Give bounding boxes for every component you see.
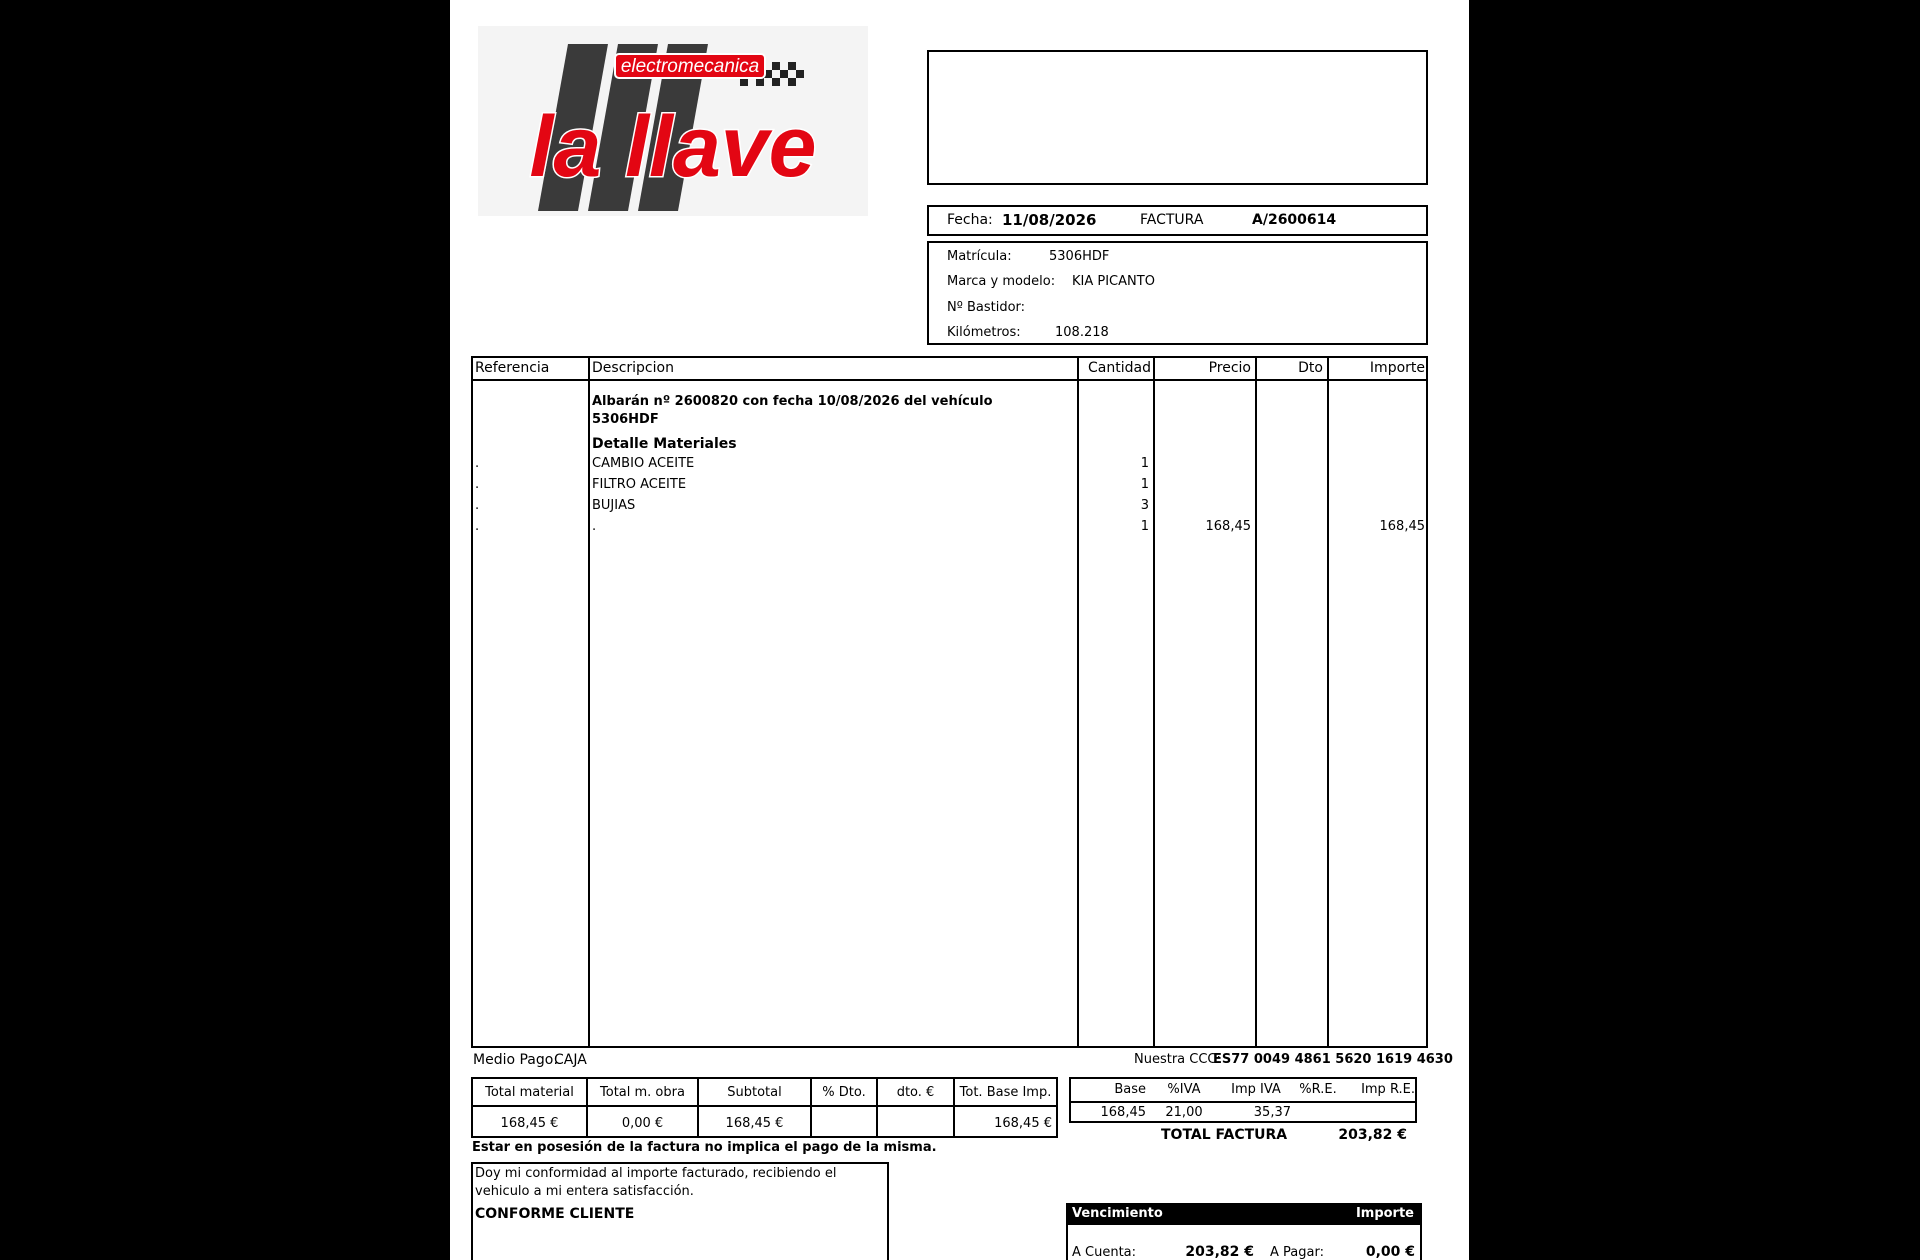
payment-notice: Estar en posesión de la factura no implica el pago de la misma.	[472, 1140, 937, 1155]
a-pagar-value: 0,00 €	[1365, 1244, 1415, 1260]
row-importe: 168,45	[1379, 519, 1425, 534]
km-label: Kilómetros:	[947, 325, 1021, 340]
header-importe: Importe	[1369, 360, 1425, 376]
dto-eur-header: dto. €	[896, 1085, 935, 1100]
row-cantidad: 1	[1140, 456, 1149, 471]
row-desc: CAMBIO ACEITE	[592, 456, 695, 471]
logo-main-text: la llave	[529, 99, 817, 195]
vencimiento-header	[1066, 1203, 1422, 1225]
row-cantidad: 1	[1140, 477, 1149, 492]
row-cantidad: 1	[1140, 519, 1149, 534]
doc-type: FACTURA	[1140, 212, 1204, 228]
a-pagar-label: A Pagar:	[1270, 1245, 1324, 1260]
a-cuenta-value: 203,82 €	[1185, 1244, 1254, 1260]
row-ref: .	[475, 456, 480, 471]
header-cantidad: Cantidad	[1088, 360, 1151, 376]
tax-base-header: Base	[1114, 1082, 1146, 1097]
tax-re-header: %R.E.	[1299, 1082, 1337, 1097]
base-imp-value: 168,45 €	[994, 1116, 1052, 1131]
row-cantidad: 3	[1140, 498, 1149, 513]
header-referencia: Referencia	[475, 360, 550, 376]
row-desc: FILTRO ACEITE	[592, 477, 687, 492]
tax-base-value: 168,45	[1100, 1105, 1146, 1120]
bastidor-label: Nº Bastidor:	[947, 300, 1026, 315]
ccc-label: Nuestra CCC:	[1134, 1052, 1221, 1067]
vencimiento-importe-label: Importe	[1355, 1206, 1414, 1221]
medio-pago-value: CAJA	[554, 1052, 587, 1068]
conformity-line-1: Doy mi conformidad al importe facturado, recibiendo el	[475, 1166, 837, 1181]
conformity-line-2: vehiculo a mi entera satisfacción.	[475, 1184, 694, 1199]
row-desc: .	[592, 519, 597, 534]
medio-pago-label: Medio Pago:	[473, 1052, 559, 1068]
matricula-value: 5306HDF	[1049, 249, 1110, 264]
header-descripcion: Descripcion	[592, 360, 674, 376]
total-factura-value: 203,82 €	[1338, 1127, 1407, 1143]
marca-label: Marca y modelo:	[947, 274, 1056, 289]
tax-imp-re-header: Imp R.E.	[1361, 1082, 1415, 1097]
items-table	[471, 356, 1428, 1048]
fecha-value: 11/08/2026	[1002, 211, 1097, 229]
row-desc: BUJIAS	[592, 498, 636, 513]
tax-grid	[1069, 1077, 1417, 1123]
row-ref: .	[475, 498, 480, 513]
ccc-value: ES77 0049 4861 5620 1619 4630	[1213, 1052, 1453, 1067]
totals-grid	[471, 1077, 1058, 1138]
conformity-box	[471, 1162, 889, 1260]
row-ref: .	[475, 519, 480, 534]
row-ref: .	[475, 477, 480, 492]
vencimiento-label: Vencimiento	[1072, 1206, 1163, 1221]
vehicle-info-box	[927, 241, 1428, 345]
invoice-number: A/2600614	[1252, 212, 1337, 228]
logo-top-text: electromecanica	[620, 56, 760, 77]
subtotal-value: 168,45 €	[725, 1116, 784, 1131]
company-logo	[478, 26, 868, 216]
marca-value: KIA PICANTO	[1072, 274, 1155, 289]
tax-iva-header: %IVA	[1167, 1082, 1201, 1097]
pct-dto-header: % Dto.	[822, 1085, 866, 1100]
tax-imp-iva-header: Imp IVA	[1231, 1082, 1281, 1097]
a-cuenta-label: A Cuenta:	[1072, 1245, 1137, 1260]
total-material-value: 168,45 €	[500, 1116, 559, 1131]
conformity-title: CONFORME CLIENTE	[475, 1206, 635, 1222]
total-factura-label: TOTAL FACTURA	[1161, 1127, 1288, 1143]
albaran-line-1: Albarán nº 2600820 con fecha 10/08/2026 del vehículo	[592, 394, 993, 409]
km-value: 108.218	[1055, 325, 1109, 340]
tax-iva-value: 21,00	[1165, 1105, 1203, 1120]
fecha-label: Fecha:	[947, 212, 993, 228]
total-material-header: Total material	[485, 1085, 574, 1100]
total-mano-obra-header: Total m. obra	[600, 1085, 685, 1100]
invoice-page	[450, 0, 1469, 1260]
header-dto: Dto	[1298, 360, 1323, 376]
tax-imp-iva-value: 35,37	[1253, 1105, 1291, 1120]
matricula-label: Matrícula:	[947, 249, 1012, 264]
base-imp-header: Tot. Base Imp.	[959, 1085, 1052, 1100]
subtotal-header: Subtotal	[727, 1085, 782, 1100]
section-title: Detalle Materiales	[592, 436, 737, 452]
row-precio: 168,45	[1205, 519, 1251, 534]
customer-address-box	[927, 50, 1428, 185]
total-mano-obra-value: 0,00 €	[621, 1116, 664, 1131]
albaran-line-2: 5306HDF	[592, 412, 659, 427]
invoice-header-box	[927, 205, 1428, 236]
header-precio: Precio	[1208, 360, 1251, 376]
